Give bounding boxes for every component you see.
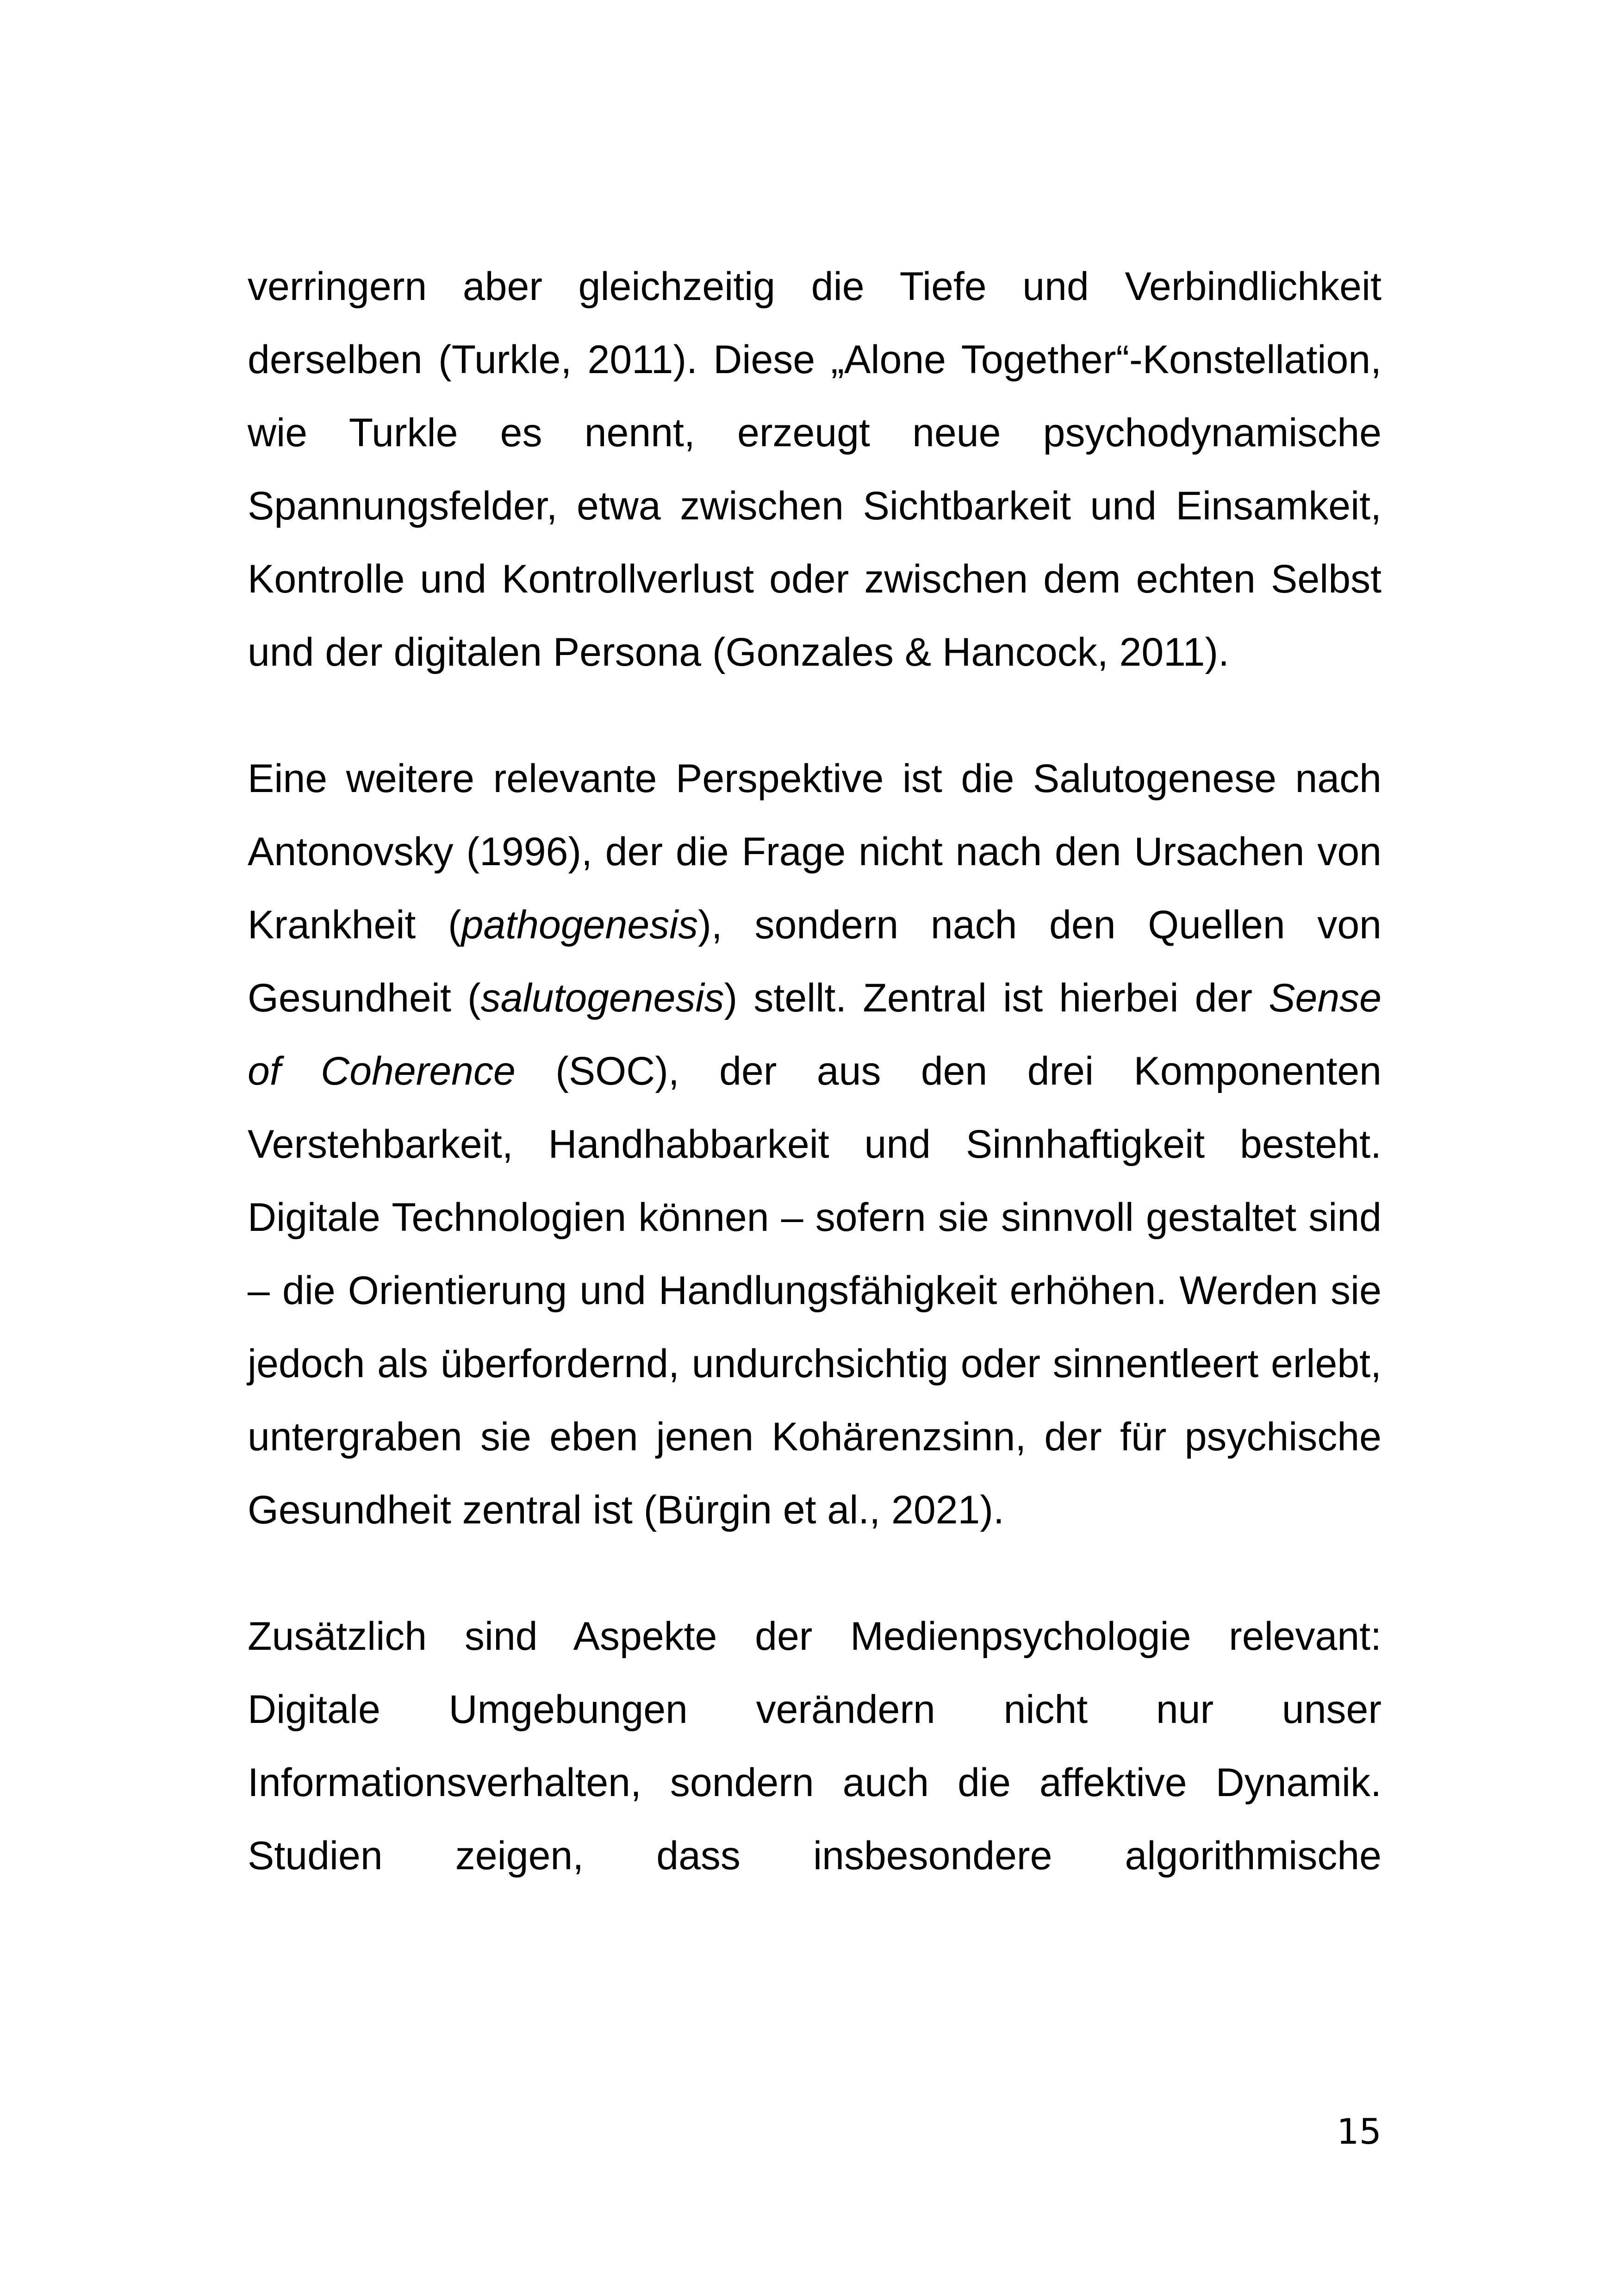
text-segment: Eine weitere relevante Perspektive ist die Salutogenese nach Antonovsky (1996), der die Frage nicht nach den Ursachen von Krankheit ( xyxy=(248,756,1382,947)
text-segment: Zusätzlich sind Aspekte der Medienpsychologie relevant: Digitale Umgebungen verändern nicht nur unser Informationsverhalten, sondern auch die affektive Dynamik. Studien zeigen, dass insbesondere algorithmische xyxy=(248,1614,1382,1878)
text-segment: ) stellt. Zentral ist hierbei der xyxy=(724,976,1269,1020)
paragraph-alone-together xyxy=(248,250,1382,689)
italic-term-sense-of-coherence: Sense of Coherence xyxy=(248,976,1382,1093)
page-number: 15 xyxy=(1337,2111,1382,2152)
text-segment: verringern aber gleichzeitig die Tiefe und Verbindlichkeit derselben (Turkle, 2011). Diese „Alone Together“-Konstellation, wie Turkle es nennt, erzeugt neue psychodynamische Spannungsfelder, etwa zwischen Sichtbarkeit und Einsamkeit, Kontrolle und Kontrollverlust oder zwischen dem echten Selbst und der digitalen Persona (Gonzales & Hancock, 2011). xyxy=(248,264,1382,674)
italic-term-pathogenesis: pathogenesis xyxy=(461,903,698,947)
paragraph-salutogenese xyxy=(248,742,1382,1547)
text-segment: (SOC), der aus den drei Komponenten Verstehbarkeit, Handhabbarkeit und Sinnhaftigkeit besteht. Digitale Technologien können – sofern sie sinnvoll gestaltet sind – die Orientierung und Handlungsfähigkeit erhöhen. Werden sie jedoch als überfordernd, undurchsichtig oder sinnentleert erlebt, untergraben sie eben jenen Kohärenzsinn, der für psychische Gesundheit zentral ist (Bürgin et al., 2021). xyxy=(248,1049,1382,1532)
italic-term-salutogenesis: salutogenesis xyxy=(480,976,724,1020)
paragraph-medienpsychologie xyxy=(248,1600,1382,1892)
body-text xyxy=(248,250,1382,1892)
text-segment: ), sondern nach den Quellen von Gesundheit ( xyxy=(248,903,1382,1020)
